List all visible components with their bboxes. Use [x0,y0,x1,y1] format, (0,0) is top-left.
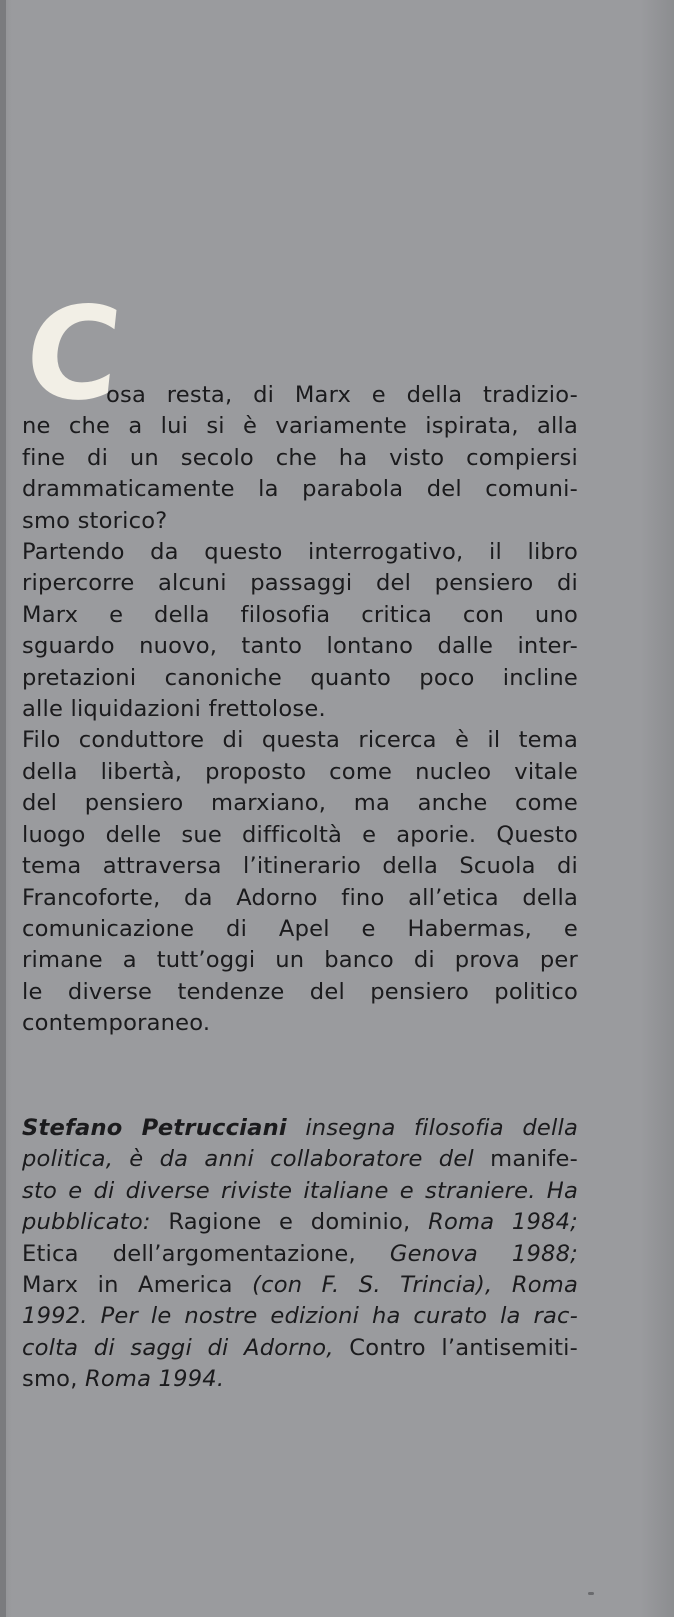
author-name: Stefano Petrucciani [22,1115,287,1141]
drop-cap: C [18,280,128,429]
bio-line: smo, Roma 1994. [22,1366,225,1393]
book-title: Ragione e dominio, [168,1209,411,1236]
blurb-line: della libertà, proposto come nucleo vitale [22,758,578,785]
bio-line: pubblicato: Ragione e dominio, Roma 1984; [22,1209,578,1236]
blurb-line: smo storico? [22,507,168,534]
blurb-line: Filo conduttore di questa ricerca è il tema [22,727,578,754]
blurb-line: del pensiero marxiano, ma anche come [22,790,578,817]
bio-line: politica, è da anni collaboratore del manife- [22,1146,578,1173]
blurb-line: osa resta, di Marx e della tradizio- [106,382,578,408]
blurb-line: le diverse tendenze del pensiero politico [22,978,578,1005]
blurb-line: ne che a lui si è variamente ispirata, alla [22,413,578,440]
blurb-line: luogo delle sue difficoltà e aporie. Questo [22,821,578,848]
blurb-line: sguardo nuovo, tanto lontano dalle inter- [22,633,578,660]
bio-line: Marx in America (con F. S. Trincia), Roma [22,1272,578,1299]
book-title: Etica dell’argomentazione, [22,1240,356,1267]
bio-line: colta di saggi di Adorno, Contro l’antisemiti- [22,1334,578,1361]
bio-line: 1992. Per le nostre edizioni ha curato la rac- [22,1303,578,1330]
book-title: Marx in America [22,1272,233,1299]
author-bio [22,1113,578,1396]
bio-line: Etica dell’argomentazione, Genova 1988; [22,1240,578,1267]
blurb-line: Marx e della filosofia critica con uno [22,601,578,628]
bio-line: Stefano Petrucciani insegna filosofia della [22,1115,578,1141]
blurb-line: Francoforte, da Adorno fino all’etica della [22,884,578,911]
blurb-line: alle liquidazioni frettolose. [22,696,326,723]
cover-edge [0,0,6,1617]
book-title: Contro l’antisemiti- [349,1334,578,1361]
blurb-line: rimane a tutt’oggi un banco di prova per [22,947,578,974]
blurb-text [22,380,578,1040]
blurb-line: pretazioni canoniche quanto poco incline [22,664,578,691]
blurb-line: fine di un secolo che ha visto compiersi [22,444,578,471]
paper-speck [588,1592,594,1595]
blurb-line: comunicazione di Apel e Habermas, e [22,915,578,942]
bio-line: sto e di diverse riviste italiane e straniere. Ha [22,1177,578,1204]
blurb-line: tema attraversa l’itinerario della Scuola di [22,853,578,880]
blurb-line: ripercorre alcuni passaggi del pensiero di [22,570,578,597]
blurb-line: Partendo da questo interrogativo, il libro [22,539,578,566]
blurb-line: contemporaneo. [22,1010,211,1037]
blurb-line: drammaticamente la parabola del comuni- [22,476,578,503]
